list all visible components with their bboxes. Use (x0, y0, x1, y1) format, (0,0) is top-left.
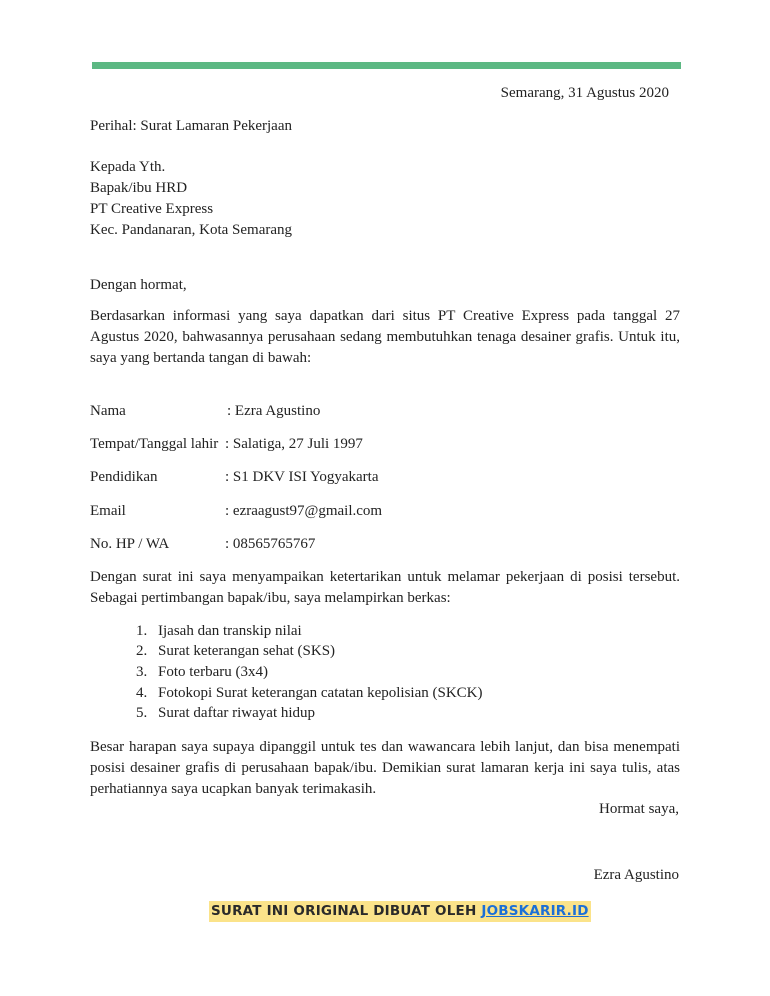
place-date: Semarang, 31 Agustus 2020 (500, 85, 669, 101)
list-item (136, 662, 268, 682)
field-label-phone: No. HP / WA (90, 536, 170, 552)
closing-paragraph: Besar harapan saya supaya dipanggil untuk tes dan wawancara lebih lanjut, dan bisa menempati posisi desainer grafis di perusahaan bapak/ibu. Demikian surat lamaran kerja ini saya tulis, atas perhatiannya saya ucapkan banyak terimakasih. (90, 739, 680, 797)
field-label-education: Pendidikan (90, 469, 158, 485)
recipient-line: PT Creative Express (90, 201, 214, 217)
list-text: Foto terbaru (3x4) (158, 664, 268, 680)
list-item (136, 641, 335, 661)
list-number: 5. (136, 705, 148, 721)
list-text: Ijasah dan transkip nilai (158, 623, 302, 639)
field-value-email: : ezraagust97@gmail.com (225, 503, 383, 519)
footer-credit-text: SURAT INI ORIGINAL DIBUAT OLEH (211, 903, 482, 919)
list-text: Fotokopi Surat keterangan catatan kepolisian (SKCK) (158, 685, 483, 701)
recipient-line: Kepada Yth. (90, 159, 166, 175)
footer-credit-link[interactable]: JOBSKARIR.ID (481, 903, 589, 919)
footer-credit-banner (209, 901, 591, 922)
field-label-birth: Tempat/Tanggal lahir (90, 436, 219, 452)
signature-name: Ezra Agustino (593, 867, 679, 883)
field-value-name: : Ezra Agustino (227, 403, 321, 419)
sign-off: Hormat saya, (599, 801, 679, 817)
list-number: 2. (136, 643, 148, 659)
list-number: 3. (136, 664, 148, 680)
greeting: Dengan hormat, (90, 277, 187, 293)
intro-paragraph: Berdasarkan informasi yang saya dapatkan dari situs PT Creative Express pada tanggal 27 Agustus 2020, bahwasannya perusahaan sedang membutuhkan tenaga desainer grafis. Untuk itu, saya yang bertanda tangan di bawah: (90, 308, 680, 366)
list-number: 1. (136, 623, 148, 639)
field-value-phone: : 08565765767 (225, 536, 316, 552)
recipient-line: Bapak/ibu HRD (90, 180, 188, 196)
interest-paragraph: Dengan surat ini saya menyampaikan ketertarikan untuk melamar pekerjaan di posisi tersebut. Sebagai pertimbangan bapak/ibu, saya melampirkan berkas: (90, 569, 680, 606)
top-accent-bar (92, 62, 681, 69)
list-item (136, 683, 483, 703)
field-value-birth: : Salatiga, 27 Juli 1997 (225, 436, 363, 452)
field-label-name: Nama (90, 403, 126, 419)
list-number: 4. (136, 685, 148, 701)
field-label-email: Email (90, 503, 126, 519)
list-item (136, 703, 315, 723)
list-item (136, 621, 302, 641)
subject-line: Perihal: Surat Lamaran Pekerjaan (90, 118, 293, 134)
list-text: Surat daftar riwayat hidup (158, 705, 316, 721)
recipient-line: Kec. Pandanaran, Kota Semarang (90, 222, 293, 238)
field-value-education: : S1 DKV ISI Yogyakarta (225, 469, 379, 485)
list-text: Surat keterangan sehat (SKS) (158, 643, 336, 659)
